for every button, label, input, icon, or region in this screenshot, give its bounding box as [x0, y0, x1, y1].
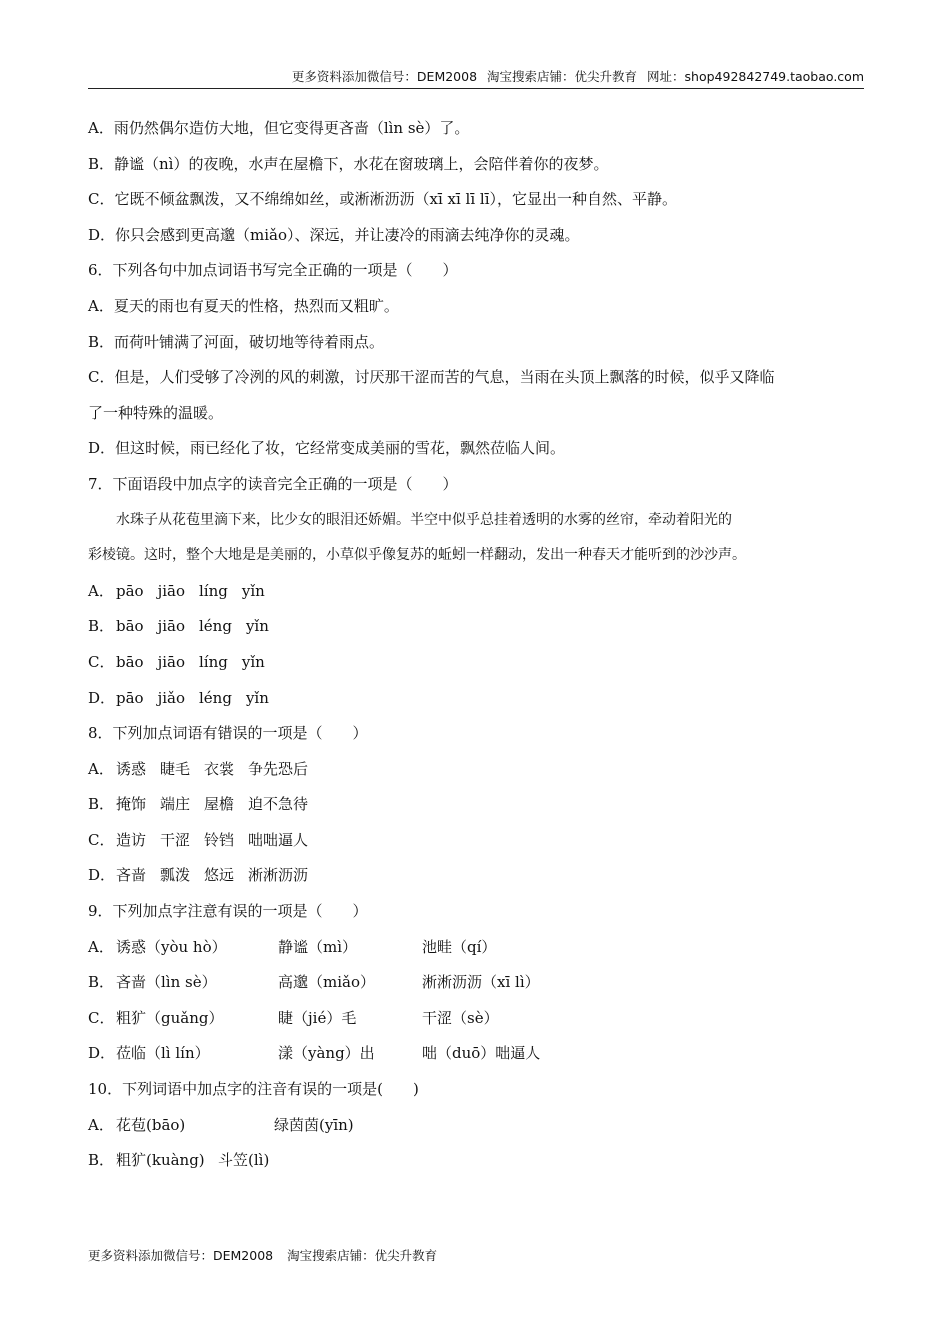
pinyin: léng [199, 617, 232, 636]
q5-option-a: A．雨仍然偶尔造仿大地，但它变得更吝啬（lìn sè）了。 [88, 119, 470, 137]
q10-option-b [88, 1143, 864, 1179]
word: 铃铛 [204, 830, 235, 849]
option-label: C． [88, 652, 115, 671]
option-label: B． [88, 1151, 115, 1170]
word: 屋檐 [204, 795, 235, 814]
option-label: C． [88, 1008, 115, 1027]
q6-option-c-line1: C．但是，人们受够了冷洌的风的刺激，讨厌那干涩而苦的气息，当雨在头顶上飘落的时候，似乎又降临 [88, 368, 775, 387]
page-header [88, 68, 864, 89]
q8-option-c [88, 823, 864, 859]
pinyin: pāo [116, 688, 144, 707]
word: 衣裳 [204, 759, 235, 778]
q7-passage-line2: 彩棱镜。这时，整个大地是是美丽的，小草似乎像复苏的蚯蚓一样翻动，发出一种春天才能听到的沙沙声。 [88, 547, 746, 564]
q6-option-d: D．但这时候，雨已经化了妆，它经常变成美丽的雪花，飘然莅临人间。 [88, 439, 566, 458]
pinyin: yǐn [245, 688, 269, 707]
word: 诱惑 [116, 759, 147, 778]
pinyin: jiāo [157, 617, 185, 636]
header-url: 网址：shop492842749.taobao.com [647, 69, 864, 84]
pinyin: yǐn [245, 617, 269, 636]
option-label: D． [88, 688, 116, 707]
q9-option-d [88, 1036, 864, 1072]
q8-stem: 8．下列加点词语有错误的一项是（ ） [88, 724, 368, 743]
pinyin: bāo [116, 617, 144, 636]
option-label: B． [88, 617, 115, 636]
option-label: D． [88, 866, 116, 885]
word-with-pinyin: 睫（jié）毛 [278, 1008, 357, 1027]
word: 干涩 [160, 830, 191, 849]
q7-passage-line1: 水珠子从花苞里滴下来，比少女的眼泪还娇媚。半空中似乎总挂着透明的水雾的丝帘，牵动着阳光的 [116, 511, 732, 528]
q7-option-a [88, 574, 864, 610]
pinyin: yǐn [241, 581, 265, 600]
word-with-pinyin: 花苞(bāo) [116, 1115, 186, 1134]
word-with-pinyin: 斗笠(lì) [218, 1151, 270, 1170]
word: 咄咄逼人 [248, 830, 309, 849]
pinyin: léng [199, 688, 232, 707]
header-wechat: 更多资料添加微信号：DEM2008 [291, 69, 478, 84]
word: 端庄 [160, 795, 191, 814]
q7-option-c [88, 645, 864, 681]
pinyin: bāo [116, 652, 144, 671]
word-with-pinyin: 绿茵茵(yīn) [274, 1115, 354, 1134]
q6-stem: 6．下列各句中加点词语书写完全正确的一项是（ ） [88, 261, 458, 280]
q7-option-b [88, 609, 864, 645]
word-with-pinyin: 高邈（miǎo） [278, 973, 375, 992]
q5-option-d: D．你只会感到更高邈（miǎo）、深远，并让凄冷的雨滴去纯净你的灵魂。 [88, 225, 580, 244]
pinyin: jiāo [157, 581, 185, 600]
option-label: D． [88, 1044, 116, 1063]
word-with-pinyin: 吝啬（lìn sè） [116, 973, 217, 992]
word-with-pinyin: 莅临（lì lín） [116, 1044, 210, 1063]
option-label: A． [88, 1115, 114, 1134]
pinyin: líng [199, 581, 228, 600]
word: 吝啬 [116, 866, 147, 885]
question-content [88, 111, 864, 1179]
footer-wechat: 更多资料添加微信号：DEM2008 [88, 1248, 274, 1263]
page-footer [88, 1246, 447, 1264]
header-shop: 淘宝搜索店铺：优尖升教育 [487, 69, 638, 84]
q6-option-b: B．而荷叶铺满了河面，破切地等待着雨点。 [88, 332, 385, 351]
q10-stem: 10．下列词语中加点字的注音有误的一项是( ) [88, 1080, 419, 1099]
word: 瓢泼 [160, 866, 191, 885]
q5-option-b: B．静谧（nì）的夜晚，水声在屋檐下，水花在窗玻璃上，会陪伴着你的夜梦。 [88, 154, 609, 173]
pinyin: yǐn [241, 652, 265, 671]
word-with-pinyin: 诱惑（yòu hò） [116, 937, 227, 956]
q6-option-a: A．夏天的雨也有夏天的性格，热烈而又粗旷。 [88, 296, 399, 315]
option-label: B． [88, 795, 115, 814]
q10-option-a [88, 1108, 864, 1144]
footer-shop: 淘宝搜索店铺：优尖升教育 [287, 1248, 438, 1263]
option-label: A． [88, 759, 114, 778]
q9-stem: 9．下列加点字注意有误的一项是（ ） [88, 902, 368, 921]
word-with-pinyin: 咄（duō）咄逼人 [422, 1044, 541, 1063]
q7-stem: 7．下面语段中加点字的读音完全正确的一项是（ ） [88, 474, 458, 493]
option-label: B． [88, 973, 115, 992]
pinyin: jiǎo [157, 688, 185, 707]
word-with-pinyin: 粗犷(kuàng) [116, 1151, 205, 1170]
pinyin: pāo [116, 581, 144, 600]
q8-option-d [88, 858, 864, 894]
q9-option-c [88, 1001, 864, 1037]
q8-option-a [88, 752, 864, 788]
word: 争先恐后 [248, 759, 309, 778]
word: 造访 [116, 830, 147, 849]
word-with-pinyin: 粗犷（guǎng） [116, 1008, 224, 1027]
word: 淅淅沥沥 [248, 866, 309, 885]
word: 掩饰 [116, 795, 147, 814]
pinyin: jiāo [157, 652, 185, 671]
word-with-pinyin: 干涩（sè） [422, 1008, 499, 1027]
word: 迫不急待 [248, 795, 309, 814]
q7-option-d [88, 681, 864, 717]
word-with-pinyin: 池畦（qí） [422, 937, 497, 956]
option-label: C． [88, 830, 115, 849]
option-label: A． [88, 937, 114, 956]
word-with-pinyin: 漾（yàng）出 [278, 1044, 375, 1063]
q5-option-c: C．它既不倾盆飘泼，又不绵绵如丝，或淅淅沥沥（xī xī lī lī），它显出一种自然、平静。 [88, 190, 677, 209]
word: 睫毛 [160, 759, 191, 778]
q9-option-b [88, 965, 864, 1001]
word-with-pinyin: 淅淅沥沥（xī lì） [422, 973, 540, 992]
q6-option-c-line2: 了一种特殊的温暖。 [88, 403, 224, 422]
word: 悠远 [204, 866, 235, 885]
q8-option-b [88, 787, 864, 823]
q9-option-a [88, 930, 864, 966]
option-label: A． [88, 581, 114, 600]
word-with-pinyin: 静谧（mì） [278, 937, 358, 956]
pinyin: líng [199, 652, 228, 671]
